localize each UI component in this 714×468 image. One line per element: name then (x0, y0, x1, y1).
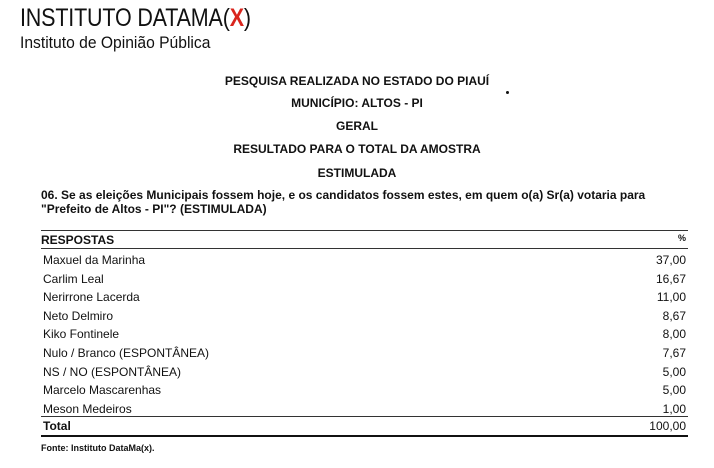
total-label: Total (43, 419, 71, 433)
row-percent: 8,67 (662, 308, 686, 323)
table-top-rule (41, 230, 688, 231)
row-candidate: Meson Medeiros (43, 401, 132, 416)
results-table-body (41, 252, 686, 419)
survey-result-heading: RESULTADO PARA O TOTAL DA AMOSTRA (233, 142, 481, 156)
table-row (41, 289, 686, 308)
row-candidate: Marcelo Mascarenhas (43, 383, 162, 398)
row-percent: 11,00 (656, 290, 686, 305)
source-note: Fonte: Instituto DataMa(x). (41, 443, 155, 453)
table-header (41, 233, 688, 247)
survey-type-heading: ESTIMULADA (317, 166, 397, 180)
row-percent: 5,00 (662, 383, 686, 398)
row-percent: 37,00 (655, 253, 686, 267)
table-row (41, 364, 686, 383)
row-percent: 1,00 (662, 401, 686, 416)
institute-name-x: X (229, 4, 244, 32)
row-percent: 8,00 (662, 327, 686, 342)
row-candidate: Maxuel da Marinha (43, 253, 146, 267)
table-total-rule (41, 416, 688, 417)
table-row (41, 382, 686, 401)
institute-subtitle: Instituto de Opinião Pública (20, 33, 211, 52)
institute-name-main: INSTITUTO DATAMA( (20, 4, 230, 32)
row-percent: 16,67 (655, 271, 686, 286)
table-row (41, 326, 686, 345)
survey-scope-heading: GERAL (336, 119, 378, 133)
table-bottom-rule (41, 435, 688, 437)
table-row (41, 308, 686, 327)
table-row (41, 345, 686, 364)
institute-name-end: ) (243, 4, 251, 32)
column-header-percent: % (677, 233, 686, 243)
row-candidate: NS / NO (ESPONTÂNEA) (43, 364, 182, 379)
table-total-row (41, 419, 686, 434)
institute-name (20, 6, 251, 31)
table-row (41, 252, 686, 271)
row-percent: 7,67 (662, 345, 686, 360)
row-candidate: Nerirrone Lacerda (43, 290, 140, 305)
survey-question: 06. Se as eleições Municipais fossem hoje, e os candidatos fossem estes, em quem o(a) Sr(a) votaria para "Prefeito de Altos - PI"? (ESTIMULADA) (41, 188, 646, 216)
row-candidate: Neto Delmiro (43, 308, 114, 323)
row-percent: 5,00 (662, 364, 686, 379)
survey-municipality-heading: MUNICÍPIO: ALTOS - PI (291, 96, 423, 110)
total-value: 100,00 (649, 419, 686, 433)
row-candidate: Nulo / Branco (ESPONTÂNEA) (43, 345, 210, 360)
table-header-rule (41, 248, 688, 249)
stray-mark (506, 91, 509, 94)
survey-state-heading: PESQUISA REALIZADA NO ESTADO DO PIAUÍ (224, 74, 490, 88)
column-header-responses: RESPOSTAS (41, 233, 115, 247)
row-candidate: Kiko Fontinele (43, 327, 120, 342)
institute-logo (20, 6, 288, 51)
table-row (41, 271, 686, 290)
row-candidate: Carlim Leal (43, 271, 104, 286)
